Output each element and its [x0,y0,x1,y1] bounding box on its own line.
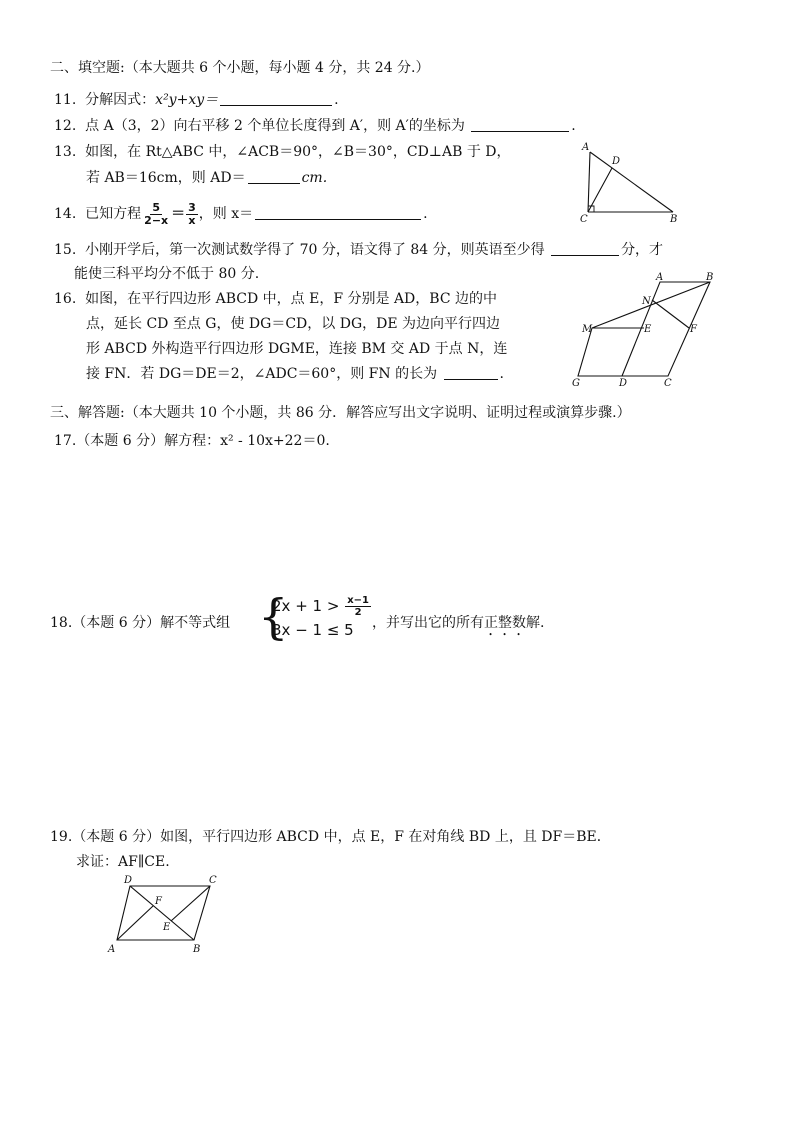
q15-answer-blank[interactable] [551,241,619,256]
q14-frac1-denominator: 2−x [144,213,169,227]
q16-answer-blank[interactable] [444,365,498,380]
q12-text: 点 A（3，2）向右平移 2 个单位长度得到 A′，则 A′的坐标为 [85,118,465,134]
fig19-label-b: B [193,944,201,955]
fig13-label-a: A [582,142,590,153]
q16-period: . [499,366,504,382]
q14-answer-blank[interactable] [255,205,421,220]
q18-post-end: 解. [526,615,545,631]
q18-post-emphasis: 正整数 [484,615,526,631]
q14-number: 14. [54,206,77,222]
q19-text-line1: 19.（本题 6 分）如图，平行四边形 ABCD 中，点 E，F 在对角线 BD 上，且 DF＝BE． [50,829,611,845]
question-12 [54,116,576,136]
question-16-line1 [54,289,497,309]
fig16-label-n: N [642,296,651,307]
q18-frac-numerator: x−1 [347,595,369,606]
fig13-label-b: B [670,214,678,224]
q19-text-line2: 求证：AF∥CE. [76,854,170,870]
fig16-label-f: F [690,324,697,335]
q15-text-line1-post: 分，才 [621,242,664,258]
q18-post-plain: ，并写出它的所有 [372,615,484,631]
question-16-line4 [86,364,504,384]
q14-frac1-numerator: 5 [152,200,160,214]
q18-text-post [372,613,544,639]
fig13-label-c: C [580,214,588,224]
figure-19-parallelogram [100,872,230,958]
fig16-label-e: E [644,324,652,335]
q15-number: 15. [54,242,77,258]
q11-text: 分解因式： [85,92,156,108]
q14-frac2-numerator: 3 [188,200,196,214]
fig16-label-m: M [582,324,593,335]
figure-13-triangle [572,140,692,224]
question-13-line2 [86,168,327,188]
q15-text-line1: 小刚开学后，第一次测试数学得了 70 分，语文得了 84 分，则英语至少得 [85,242,545,258]
q18-inequality-1 [272,595,372,618]
fig16-label-a: A [656,272,664,283]
q13-text-line1: 如图，在 Rt△ABC 中，∠ACB＝90°，∠B＝30°，CD⊥AB 于 D， [85,144,511,160]
q11-answer-blank[interactable] [220,91,332,106]
q15-text-line2: 能使三科平均分不低于 80 分. [74,266,260,282]
q16-text-line2: 点，延长 CD 至点 G，使 DG＝CD，以 DG，DE 为边向平行四边 [86,316,501,332]
q12-number: 12. [54,118,77,134]
q18-fraction [345,595,371,618]
q13-number: 13. [54,144,77,160]
question-13-line1 [54,142,511,162]
fig19-label-a: A [108,944,116,955]
q14-frac2-denominator: x [188,213,196,227]
fig16-label-c: C [664,378,672,388]
fig16-label-d: D [619,378,628,388]
fig19-label-d: D [124,875,133,886]
q14-equals: ＝ [171,206,186,222]
q13-answer-blank[interactable] [248,169,300,184]
q11-number: 11. [54,92,77,108]
q18-row1-lhs: 2x + 1 > [272,597,340,615]
fig19-label-e: E [163,922,171,933]
fig19-label-f: F [155,896,162,907]
q18-left-brace: { [258,589,289,645]
q13-text-line2: 若 AB＝16cm，则 AD＝ [86,170,246,186]
q11-expression: x²y+xy＝ [155,92,219,108]
q18-inequality-2: 3x − 1 ≤ 5 [272,621,354,639]
q14-fraction-1 [142,202,170,227]
question-17: 17.（本题 6 分）解方程：x² - 10x+22＝0. [54,433,330,449]
q16-text-line1: 如图，在平行四边形 ABCD 中，点 E，F 分别是 AD，BC 边的中 [85,291,497,307]
q18-text-pre: 18.（本题 6 分）解不等式组 [50,615,231,631]
fig16-label-b: B [706,272,714,283]
section-2-title: 二、填空题:（本大题共 6 个小题，每小题 4 分，共 24 分.） [50,60,430,76]
section-3-title: 三、解答题:（本大题共 10 个小题，共 86 分．解答应写出文字说明、证明过程或演算步骤.） [50,405,631,421]
q14-text-post: ，则 x＝ [198,206,254,222]
q16-text-line4: 接 FN．若 DG＝DE＝2，∠ADC＝60°，则 FN 的长为 [86,366,438,382]
fig16-label-g: G [572,378,580,388]
q14-text-pre: 已知方程 [85,206,142,222]
q12-period: . [571,118,576,134]
q18-frac-denominator: 2 [354,607,362,618]
figure-16-parallelograms [568,270,738,388]
q16-number: 16. [54,291,77,307]
question-14 [54,200,428,228]
fig13-label-d: D [612,156,621,167]
question-15-line1 [54,240,663,260]
q11-period: . [334,92,339,108]
q12-answer-blank[interactable] [471,117,569,132]
q13-unit: cm. [301,170,328,186]
fig19-label-c: C [209,875,217,886]
question-11 [54,90,339,110]
q16-text-line3: 形 ABCD 外构造平行四边形 DGME，连接 BM 交 AD 于点 N，连 [86,341,508,357]
q14-fraction-2 [186,202,198,227]
q14-period: . [423,206,428,222]
q18-inequality-system [258,591,378,647]
